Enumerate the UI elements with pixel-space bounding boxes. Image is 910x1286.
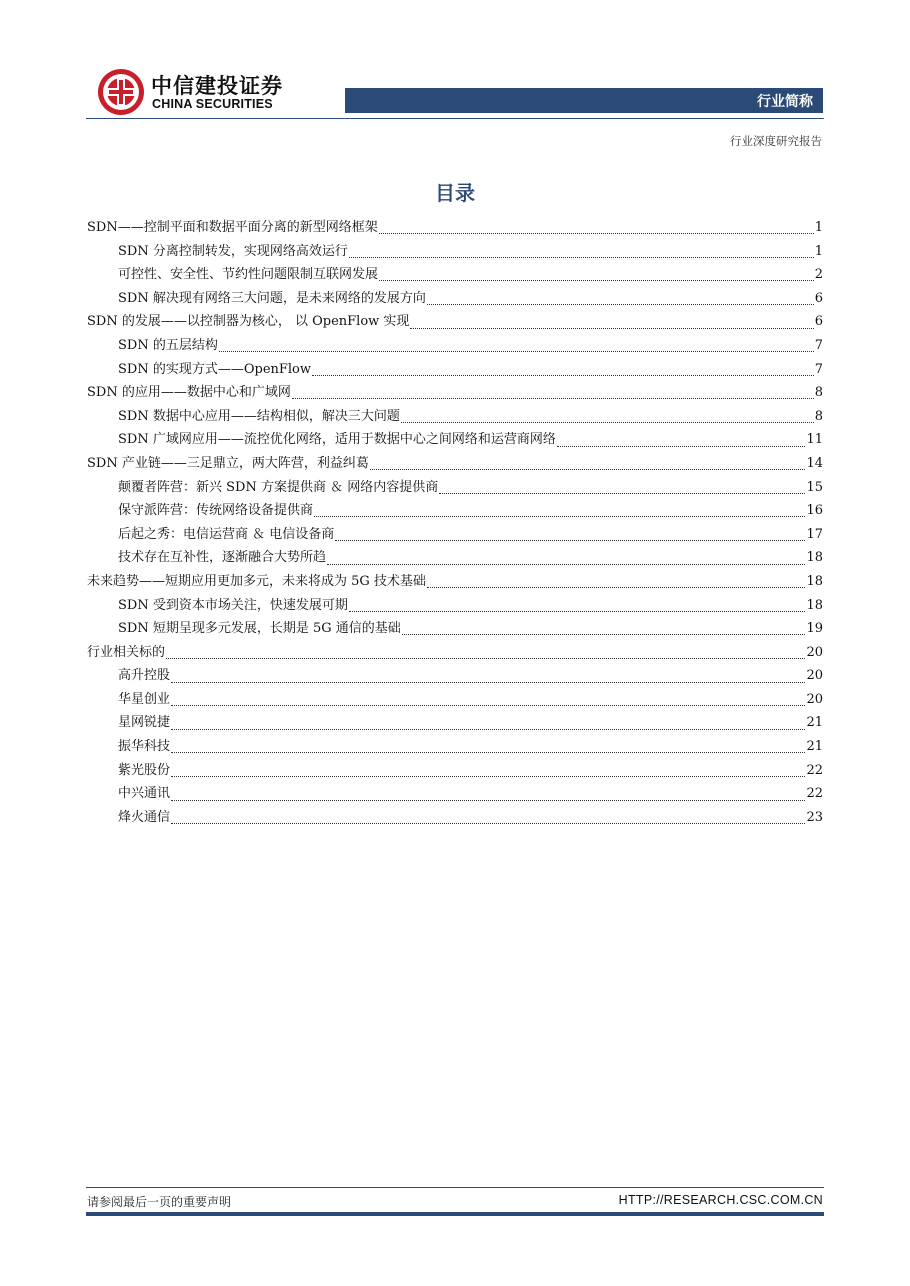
toc-entry-page: 6 — [814, 314, 823, 330]
toc-entry[interactable] — [87, 216, 823, 240]
toc-dot-leader — [171, 744, 805, 753]
toc-entry-label: 颠覆者阵营：新兴 SDN 方案提供商 ＆ 网络内容提供商 — [118, 479, 439, 495]
toc-dot-leader — [312, 367, 814, 376]
toc-entry-label: SDN 的应用——数据中心和广域网 — [87, 385, 291, 401]
toc-entry[interactable] — [87, 735, 823, 759]
toc-entry-page: 20 — [806, 644, 823, 660]
footer-divider — [86, 1187, 824, 1188]
toc-dot-leader — [402, 626, 806, 635]
toc-entry-label: 中兴通讯 — [118, 786, 171, 802]
toc-entry-label: SDN 受到资本市场关注，快速发展可期 — [118, 597, 348, 613]
toc-entry[interactable] — [87, 594, 823, 618]
toc-entry-page: 20 — [806, 691, 823, 707]
toc-entry-page: 1 — [814, 220, 823, 235]
toc-dot-leader — [557, 438, 806, 447]
toc-entry[interactable] — [87, 759, 823, 783]
toc-dot-leader — [166, 650, 805, 659]
footer-url[interactable]: HTTP://RESEARCH.CSC.COM.CN — [618, 1193, 823, 1207]
toc-entry-page: 8 — [814, 385, 823, 401]
toc-entry[interactable] — [87, 570, 823, 594]
toc-entry-page: 14 — [806, 455, 823, 471]
toc-entry-page: 17 — [806, 526, 823, 542]
toc-dot-leader — [379, 272, 814, 281]
toc-dot-leader — [370, 461, 806, 470]
toc-dot-leader — [171, 674, 805, 683]
toc-entry[interactable] — [87, 688, 823, 712]
toc-entry[interactable] — [87, 806, 823, 830]
toc-entry-page: 8 — [814, 408, 823, 424]
toc-dot-leader — [292, 390, 814, 399]
toc-entry-page: 16 — [806, 503, 823, 519]
toc-entry-label: 华星创业 — [118, 691, 171, 707]
toc-entry-page: 18 — [806, 550, 823, 566]
toc-entry-label: SDN 产业链——三足鼎立，两大阵营，利益纠葛 — [87, 455, 369, 471]
toc-entry-label: 星网锐捷 — [118, 715, 171, 731]
toc-entry-label: SDN——控制平面和数据平面分离的新型网络框架 — [87, 220, 378, 235]
toc-entry-label: SDN 的发展——以控制器为核心， 以 OpenFlow 实现 — [87, 314, 410, 330]
toc-entry[interactable] — [87, 641, 823, 665]
toc-entry-label: SDN 解决现有网络三大问题，是未来网络的发展方向 — [118, 290, 426, 306]
toc-entry-label: 高升控股 — [118, 668, 171, 684]
toc-entry-page: 21 — [806, 715, 823, 731]
toc-entry[interactable] — [87, 617, 823, 641]
toc-dot-leader — [410, 320, 813, 329]
toc-title: 目录 — [435, 181, 475, 205]
toc-entry-page: 18 — [806, 597, 823, 613]
toc-dot-leader — [171, 768, 805, 777]
toc-dot-leader — [427, 296, 814, 305]
toc-entry-label: 技术存在互补性，逐渐融合大势所趋 — [118, 550, 327, 566]
toc-entry-label: SDN 的五层结构 — [118, 337, 218, 353]
toc-entry[interactable] — [87, 664, 823, 688]
toc-dot-leader — [427, 579, 806, 588]
toc-entry[interactable] — [87, 405, 823, 429]
toc-entry-page: 22 — [806, 786, 823, 802]
toc-entry-label: 行业相关标的 — [87, 644, 166, 660]
toc-entry[interactable] — [87, 310, 823, 334]
toc-entry[interactable] — [87, 334, 823, 358]
toc-entry[interactable] — [87, 263, 823, 287]
toc-entry[interactable] — [87, 711, 823, 735]
industry-label: 行业简称 — [757, 94, 813, 110]
toc-entry-page: 21 — [806, 739, 823, 755]
toc-entry-label: 未来趋势——短期应用更加多元，未来将成为 5G 技术基础 — [87, 573, 426, 589]
toc-entry[interactable] — [87, 546, 823, 570]
toc-entry-label: SDN 数据中心应用——结构相似，解决三大问题 — [118, 408, 400, 424]
header-bar — [345, 88, 823, 113]
toc-entry-label: 后起之秀：电信运营商 ＆ 电信设备商 — [118, 526, 335, 542]
toc-entry-page: 22 — [806, 762, 823, 778]
toc-dot-leader — [171, 697, 805, 706]
toc-entry-label: SDN 的实现方式——OpenFlow — [118, 361, 312, 377]
logo-chinese-name: 中信建投证券 — [151, 74, 283, 98]
toc-entry-page: 23 — [806, 809, 823, 825]
toc-entry-page: 6 — [814, 290, 823, 306]
toc-dot-leader — [401, 414, 814, 423]
toc-entry[interactable] — [87, 523, 823, 547]
toc-entry[interactable] — [87, 499, 823, 523]
toc-entry[interactable] — [87, 287, 823, 311]
toc-entry-page: 11 — [806, 432, 823, 448]
toc-entry[interactable] — [87, 381, 823, 405]
csc-logo-icon — [97, 68, 145, 116]
toc-entry[interactable] — [87, 358, 823, 382]
toc-entry-label: 振华科技 — [118, 739, 171, 755]
logo-english-name: CHINA SECURITIES — [152, 97, 273, 111]
toc-dot-leader — [171, 721, 805, 730]
toc-dot-leader — [171, 815, 805, 824]
report-type: 行业深度研究报告 — [730, 134, 822, 148]
toc-entry-label: SDN 广域网应用——流控优化网络，适用于数据中心之间网络和运营商网络 — [118, 432, 556, 448]
toc-dot-leader — [439, 485, 805, 494]
table-of-contents — [87, 216, 823, 829]
toc-entry[interactable] — [87, 240, 823, 264]
toc-entry-label: 保守派阵营：传统网络设备提供商 — [118, 503, 314, 519]
toc-entry-label: 可控性、安全性、节约性问题限制互联网发展 — [118, 267, 379, 283]
toc-dot-leader — [335, 532, 805, 541]
toc-dot-leader — [349, 249, 814, 258]
toc-dot-leader — [349, 603, 806, 612]
toc-entry[interactable] — [87, 428, 823, 452]
footer-bar — [86, 1212, 824, 1216]
toc-entry-label: SDN 分离控制转发，实现网络高效运行 — [118, 243, 348, 259]
toc-entry-page: 20 — [806, 668, 823, 684]
toc-entry[interactable] — [87, 452, 823, 476]
toc-dot-leader — [379, 225, 814, 234]
toc-entry-page: 15 — [806, 479, 823, 495]
toc-entry-page: 2 — [814, 267, 823, 283]
toc-entry-page: 19 — [806, 621, 823, 637]
toc-dot-leader — [327, 556, 805, 565]
header-divider — [86, 118, 824, 119]
toc-entry-label: SDN 短期呈现多元发展，长期是 5G 通信的基础 — [118, 621, 401, 637]
toc-dot-leader — [171, 792, 805, 801]
toc-entry[interactable] — [87, 782, 823, 806]
toc-entry-label: 烽火通信 — [118, 809, 171, 825]
toc-entry-label: 紫光股份 — [118, 762, 171, 778]
toc-entry-page: 7 — [814, 361, 823, 377]
toc-entry[interactable] — [87, 476, 823, 500]
toc-entry-page: 1 — [814, 243, 823, 259]
toc-dot-leader — [314, 508, 805, 517]
footer-disclaimer: 请参阅最后一页的重要声明 — [87, 1195, 232, 1209]
toc-entry-page: 18 — [806, 573, 823, 589]
toc-dot-leader — [219, 343, 814, 352]
toc-entry-page: 7 — [814, 337, 823, 353]
